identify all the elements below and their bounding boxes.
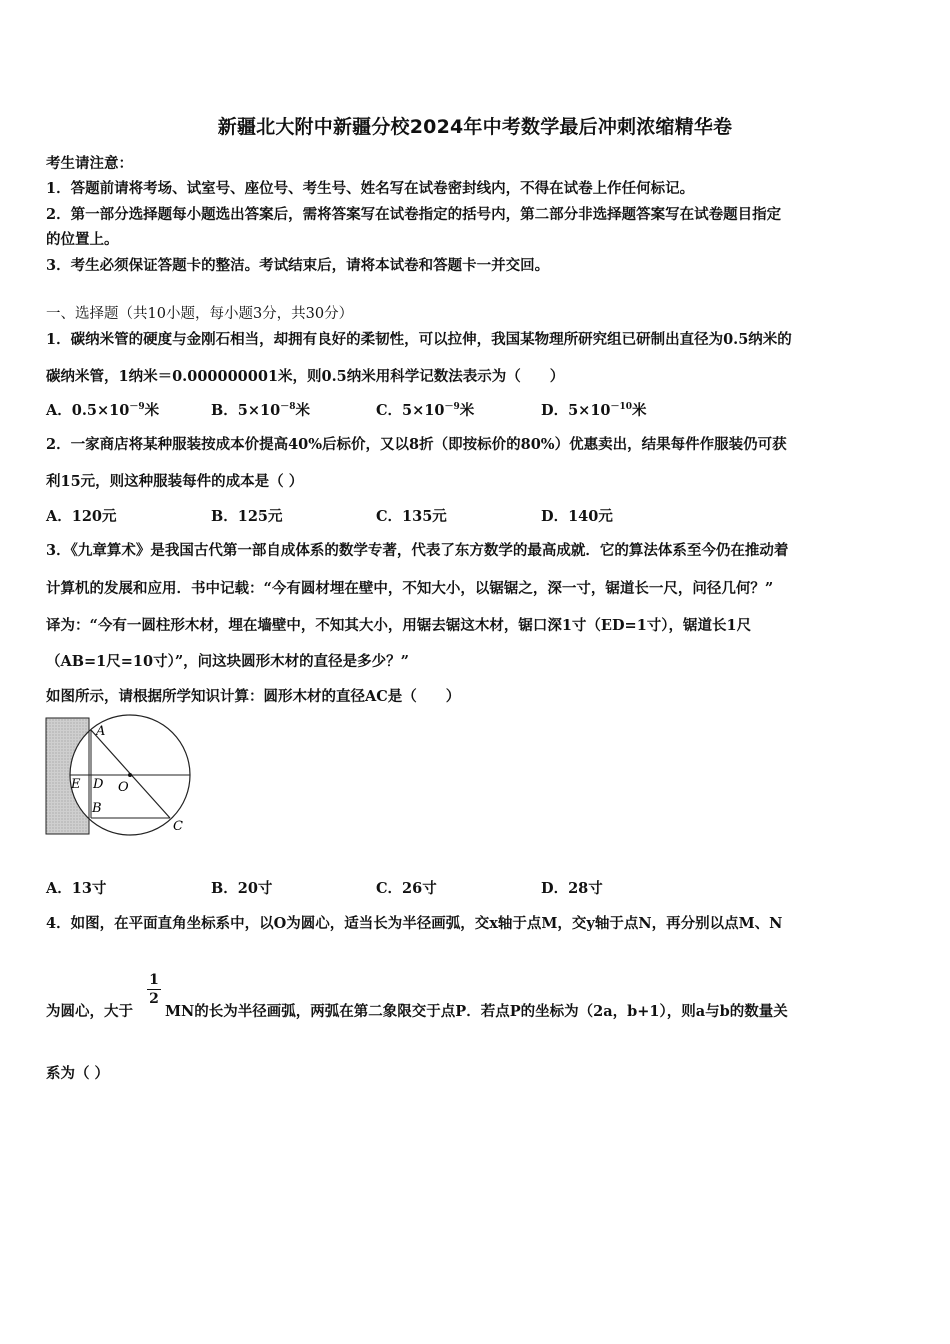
- q1-option-b[interactable]: [211, 399, 310, 420]
- q4-line-2-post: MN的长为半径画弧，两弧在第二象限交于点P．若点P的坐标为（2a，b+1），则a与b的数量关: [165, 1003, 788, 1020]
- q3-option-c[interactable]: C．26寸: [376, 880, 437, 897]
- q2-option-b[interactable]: B．125元: [211, 508, 283, 525]
- q2-line-1: 2．一家商店将某种服装按成本价提高40%后标价，又以8折（即按标价的80%）优惠卖出，结果每件作服装仍可获: [46, 436, 787, 453]
- q2-option-c[interactable]: C．135元: [376, 508, 447, 525]
- q1-line-1: 1．碳纳米管的硬度与金刚石相当，却拥有良好的柔韧性，可以拉伸，我国某物理所研究组已研制出直径为0.5纳米的: [46, 331, 792, 348]
- q2-line-2: 利15元，则这种服装每件的成本是（ ）: [46, 473, 304, 490]
- label-e: E: [71, 777, 81, 792]
- q1-option-a[interactable]: [46, 399, 159, 420]
- q1-option-c[interactable]: [376, 399, 474, 420]
- q3-option-d[interactable]: D．28寸: [541, 880, 603, 897]
- section-heading: 一、选择题（共10小题，每小题3分，共30分）: [46, 306, 354, 322]
- q2-option-a[interactable]: A．120元: [46, 508, 117, 525]
- notice-heading: 考生请注意：: [46, 155, 133, 172]
- q3-line-1: 3．《九章算术》是我国古代第一部自成体系的数学专著，代表了东方数学的最高成就．它的算法体系至今仍在推动着: [46, 542, 789, 559]
- notice-item-3: 3．考生必须保证答题卡的整洁。考试结束后，请将本试卷和答题卡一并交回。: [46, 257, 550, 274]
- q4-line-1: 4．如图，在平面直角坐标系中，以O为圆心，适当长为半径画弧，交x轴于点M，交y轴于点N，再分别以点M、N: [46, 915, 783, 932]
- q1-option-d-exp: －10: [610, 402, 633, 412]
- circle-wall-figure: [40, 710, 200, 840]
- q3-option-b[interactable]: B．20寸: [211, 880, 273, 897]
- page-title: 新疆北大附中新疆分校2024年中考数学最后冲刺浓缩精华卷: [217, 116, 733, 138]
- q1-option-c-base: C．5×10: [376, 402, 445, 419]
- q1-option-b-base: B．5×10: [211, 402, 281, 419]
- notice-item-2: 2．第一部分选择题每小题选出答案后，需将答案写在试卷指定的括号内，第二部分非选择题答案写在试卷题目指定: [46, 206, 782, 223]
- q1-option-d[interactable]: [541, 399, 647, 420]
- fraction-numerator: 1: [149, 972, 159, 988]
- q3-line-4: （AB=1尺=10寸）”，问这块圆形木材的直径是多少？”: [46, 653, 410, 670]
- q3-line-3: 译为：“今有一圆柱形木材，埋在墙壁中，不知其大小，用锯去锯这木材，锯口深1寸（ED=1寸），锯道长1尺: [46, 617, 752, 634]
- fraction-bar: [147, 989, 161, 990]
- q3-line-5: 如图所示，请根据所学知识计算：圆形木材的直径AC是（ ）: [46, 688, 461, 705]
- q1-option-a-exp: －9: [129, 402, 145, 412]
- q1-option-c-exp: －9: [444, 402, 460, 412]
- q4-line-3: 系为（ ）: [46, 1065, 110, 1082]
- q4-line-2-pre: 为圆心，大于: [46, 1003, 133, 1020]
- q1-option-b-exp: －8: [280, 402, 296, 412]
- center-point-o: [128, 773, 132, 777]
- q1-option-a-base: A．0.5×10: [46, 402, 130, 419]
- q1-option-d-base: D．5×10: [541, 402, 611, 419]
- fraction-denominator: 2: [149, 991, 159, 1007]
- q1-line-2: 碳纳米管，1纳米＝0.000000001米，则0.5纳米用科学记数法表示为（ ）: [46, 368, 565, 385]
- label-d: D: [93, 777, 104, 792]
- q1-option-b-unit: 米: [295, 402, 310, 419]
- fraction-one-half: [146, 972, 162, 1007]
- q3-option-a[interactable]: A．13寸: [46, 880, 107, 897]
- label-b: B: [92, 801, 102, 816]
- q2-option-d[interactable]: D．140元: [541, 508, 613, 525]
- q1-option-a-unit: 米: [144, 402, 160, 419]
- label-c: C: [173, 819, 183, 834]
- notice-item-2-cont: 的位置上。: [46, 231, 119, 248]
- notice-item-1: 1．答题前请将考场、试室号、座位号、考生号、姓名写在试卷密封线内，不得在试卷上作任何标记。: [46, 180, 695, 197]
- q1-option-c-unit: 米: [459, 402, 475, 419]
- label-o: O: [118, 780, 129, 795]
- q3-line-2: 计算机的发展和应用．书中记载：“今有圆材埋在壁中，不知大小，以锯锯之，深一寸，锯道长一尺，问径几何？”: [46, 580, 774, 597]
- label-a: A: [96, 724, 106, 739]
- q1-option-d-unit: 米: [632, 402, 647, 419]
